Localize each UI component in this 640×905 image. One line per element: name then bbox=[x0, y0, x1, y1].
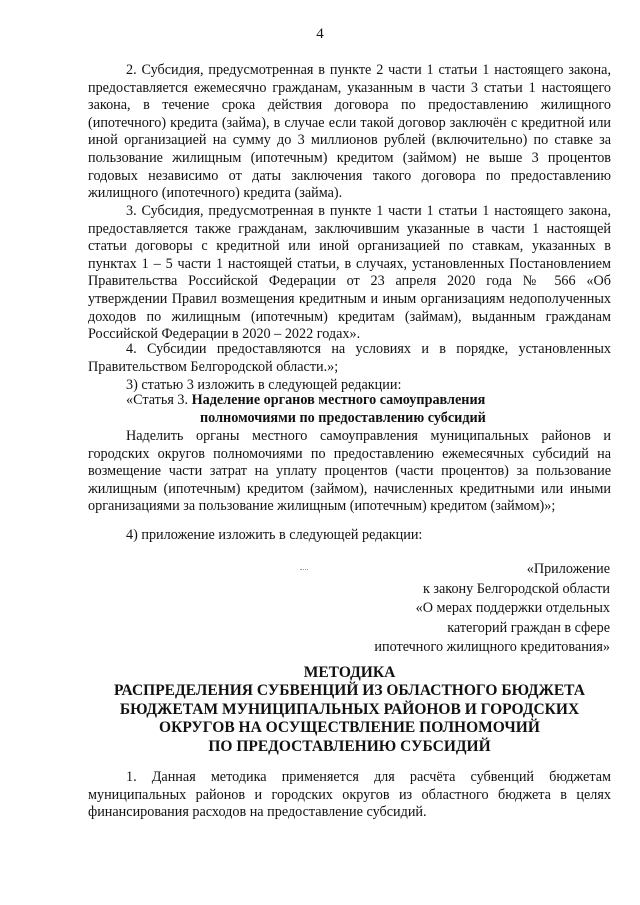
appendix-line-4: категорий граждан в сфере bbox=[447, 619, 610, 636]
appendix-line-2: к закону Белгородской области bbox=[422, 580, 610, 597]
method-title-line-3: БЮДЖЕТАМ МУНИЦИПАЛЬНЫХ РАЙОНОВ И ГОРОДСКИХ bbox=[119, 700, 580, 718]
paragraph-article-3-body: Наделить органы местного самоуправления муниципальных районов и городских округов полномочиями по предоставлению ежемесячных субсидий на возмещение части затрат на уплату процентов (части процентов) за пользование жилищным (ипотечным) кредитом (займом), начисленных кредитными или иными организациями за пользование жилищным (ипотечным) кредитом (займом)»; bbox=[88, 428, 611, 515]
page-number: 4 bbox=[316, 26, 324, 42]
method-title-line-5: ПО ПРЕДОСТАВЛЕНИЮ СУБСИДИЙ bbox=[208, 737, 491, 755]
article-3-title-line2: полномочиями по предоставлению субсидий bbox=[200, 410, 486, 426]
paragraph-subsidy-3: 3. Субсидия, предусмотренная в пункте 1 части 1 статьи 1 настоящего закона, предоставляется также гражданам, заключившим указанные в части 1 настоящей статьи договоры с кредитной или иной организацией по ставкам, указанных в пунктах 1 – 5 части 1 настоящей статьи, в случаях, установленных Постановлением Правительства Российской Федерации от 23 апреля 2020 года № 566 «Об утверждении Правил возмещения кредитным и иным организациям недополученных доходов по жилищным (ипотечным) кредитам (займам), выданным гражданам Российской Федерации в 2020 – 2022 годах». bbox=[88, 203, 611, 343]
paragraph-amend-article-3: 3) статью 3 изложить в следующей редакции: bbox=[126, 377, 402, 393]
method-title-line-4: ОКРУГОВ НА ОСУЩЕСТВЛЕНИЕ ПОЛНОМОЧИЙ bbox=[159, 719, 540, 737]
paragraph-subsidy-2: 2. Субсидия, предусмотренная в пункте 2 части 1 статьи 1 настоящего закона, предоставляется ежемесячно гражданам, указанным в части 3 статьи 1 настоящего закона, в течение срока действия договора по предоставлению жилищного (ипотечного) кредита (займа), в случае если такой договор заключён с кредитной или иной организацией на сумму до 3 миллионов рублей (включительно) по ставке за пользование жилищным (ипотечным) кредитом (займом) не выше 3 процентов годовых независимо от даты заключения такого договора по предоставлению жилищного (ипотечного) кредита (займа). bbox=[88, 62, 611, 202]
appendix-line-3: «О мерах поддержки отдельных bbox=[415, 600, 610, 617]
paragraph-method-1: 1. Данная методика применяется для расчёта субвенций бюджетам муниципальных районов и городских округов из областного бюджета в целях финансирования расходов на предоставление субсидий. bbox=[88, 769, 611, 821]
article-3-prefix: «Статья 3. bbox=[126, 392, 192, 408]
method-title-line-2: РАСПРЕДЕЛЕНИЯ СУБВЕНЦИЙ ИЗ ОБЛАСТНОГО БЮДЖЕТА bbox=[114, 682, 585, 700]
article-3-title-line1: Наделение органов местного самоуправления bbox=[191, 392, 486, 408]
paragraph-subsidy-4: 4. Субсидии предоставляются на условиях и в порядке, установленных Правительством Белгородской области.»; bbox=[88, 341, 611, 375]
appendix-header bbox=[374, 560, 610, 658]
scan-mark bbox=[300, 569, 308, 572]
appendix-line-5: ипотечного жилищного кредитования» bbox=[374, 639, 610, 656]
article-3-heading bbox=[126, 392, 611, 410]
paragraph-amend-appendix: 4) приложение изложить в следующей редакции: bbox=[126, 527, 423, 543]
method-title-line-1: МЕТОДИКА bbox=[303, 664, 396, 681]
appendix-line-1: «Приложение bbox=[526, 561, 610, 577]
method-title bbox=[88, 664, 611, 756]
